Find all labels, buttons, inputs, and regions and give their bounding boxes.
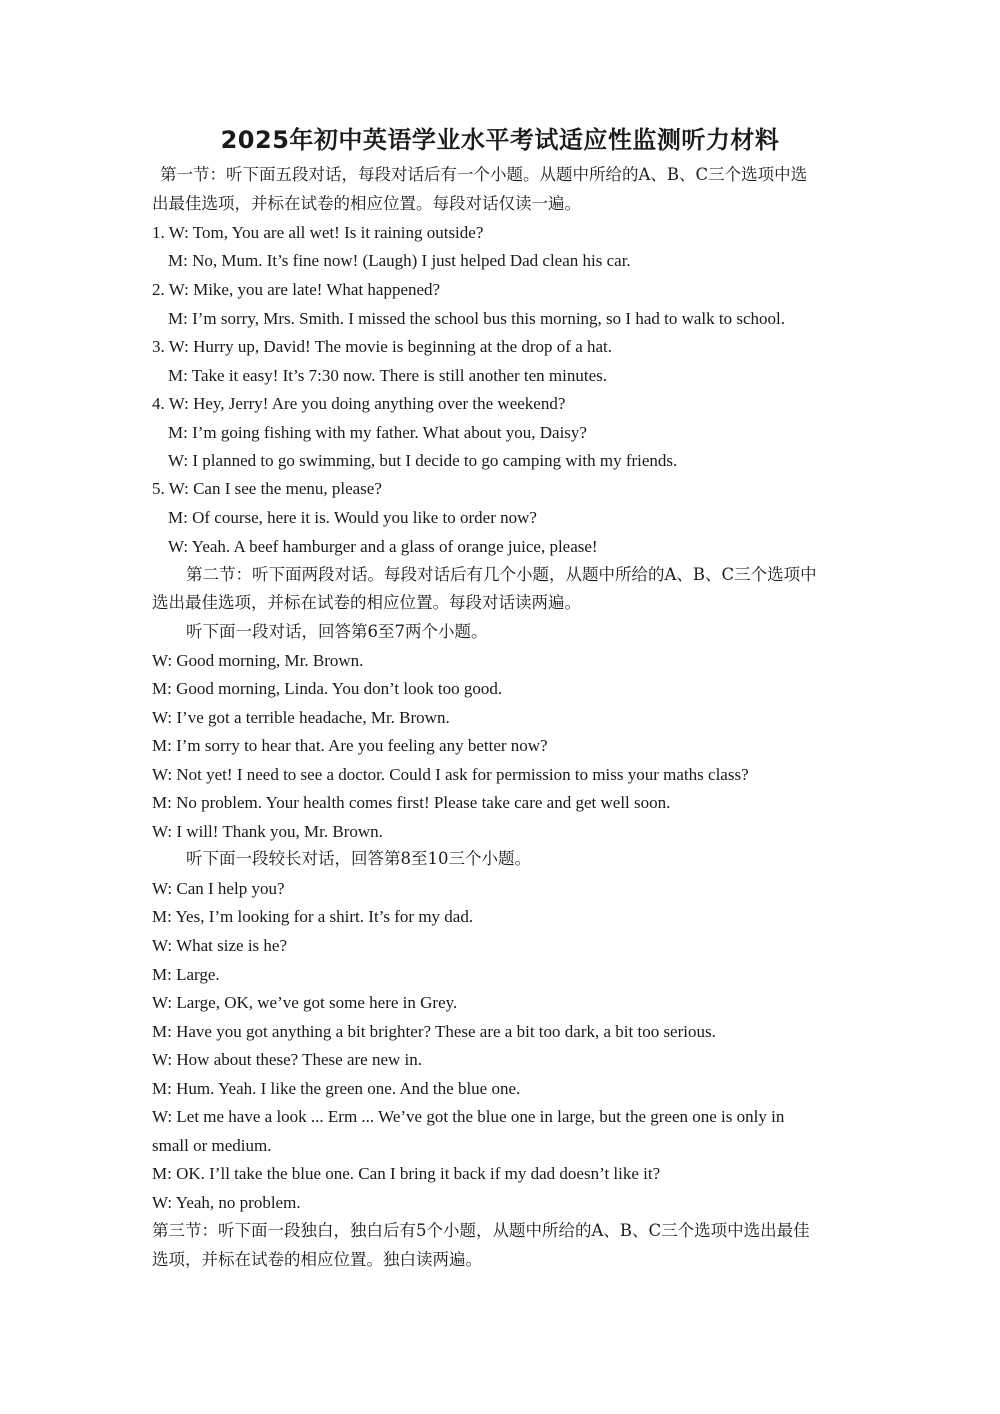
conv2-line: W: Yeah, no problem. — [152, 1193, 301, 1212]
conv1-line: W: Good morning, Mr. Brown. — [152, 651, 364, 670]
conv2-line: W: Large, OK, we’ve got some here in Grey. — [152, 993, 458, 1012]
conv2-line: small or medium. — [152, 1136, 272, 1155]
section3-heading-line1: 第三节：听下面一段独白，独白后有5个小题，从题中所给的A、B、C三个选项中选出最佳 — [152, 1221, 810, 1240]
conv2-line: W: How about these? These are new in. — [152, 1050, 423, 1069]
conversation2-intro: 听下面一段较长对话，回答第8至10三个小题。 — [186, 849, 531, 868]
conv1-line: M: I’m sorry to hear that. Are you feeling any better now? — [152, 736, 548, 755]
conv2-line: W: Let me have a look ... Erm ... We’ve got the blue one in large, but the green one is only in — [152, 1107, 785, 1126]
dialogue5-man: M: Of course, here it is. Would you like to order now? — [168, 508, 537, 527]
dialogue5-woman-reply: W: Yeah. A beef hamburger and a glass of orange juice, please! — [168, 537, 598, 556]
section3-heading-line2: 选项，并标在试卷的相应位置。独白读两遍。 — [152, 1250, 482, 1269]
dialogue1-woman: 1. W: Tom, You are all wet! Is it raining outside? — [152, 223, 484, 242]
conv2-line: M: Hum. Yeah. I like the green one. And the blue one. — [152, 1079, 521, 1098]
section2-heading-line1: 第二节：听下面两段对话。每段对话后有几个小题，从题中所给的A、B、C三个选项中 — [186, 565, 817, 584]
conv1-line: W: Not yet! I need to see a doctor. Could I ask for permission to miss your maths class? — [152, 765, 749, 784]
page-title: 2025年初中英语学业水平考试适应性监测听力材料 — [220, 126, 780, 154]
conv1-line: W: I will! Thank you, Mr. Brown. — [152, 822, 383, 841]
dialogue1-man: M: No, Mum. It’s fine now! (Laugh) I just helped Dad clean his car. — [168, 251, 631, 270]
conv1-line: M: No problem. Your health comes first! Please take care and get well soon. — [152, 793, 671, 812]
conv1-line: W: I’ve got a terrible headache, Mr. Brown. — [152, 708, 450, 727]
section1-heading-line1: 第一节：听下面五段对话，每段对话后有一个小题。从题中所给的A、B、C三个选项中选 — [160, 165, 808, 184]
dialogue4-woman: 4. W: Hey, Jerry! Are you doing anything over the weekend? — [152, 394, 566, 413]
dialogue4-woman-reply: W: I planned to go swimming, but I decide to go camping with my friends. — [168, 451, 678, 470]
section1-heading-line2: 出最佳选项，并标在试卷的相应位置。每段对话仅读一遍。 — [152, 194, 581, 213]
dialogue4-man: M: I’m going fishing with my father. What about you, Daisy? — [168, 423, 587, 442]
section2-heading-line2: 选出最佳选项，并标在试卷的相应位置。每段对话读两遍。 — [152, 593, 581, 612]
dialogue5-woman: 5. W: Can I see the menu, please? — [152, 479, 382, 498]
conv2-line: M: OK. I’ll take the blue one. Can I bring it back if my dad doesn’t like it? — [152, 1164, 661, 1183]
conv2-line: M: Have you got anything a bit brighter? These are a bit too dark, a bit too serious. — [152, 1022, 716, 1041]
conv2-line: W: What size is he? — [152, 936, 288, 955]
conv2-line: M: Large. — [152, 965, 220, 984]
dialogue2-woman: 2. W: Mike, you are late! What happened? — [152, 280, 441, 299]
conv2-line: W: Can I help you? — [152, 879, 285, 898]
conv2-line: M: Yes, I’m looking for a shirt. It’s for my dad. — [152, 907, 474, 926]
dialogue2-man: M: I’m sorry, Mrs. Smith. I missed the school bus this morning, so I had to walk to school. — [168, 309, 786, 328]
conv1-line: M: Good morning, Linda. You don’t look too good. — [152, 679, 503, 698]
dialogue3-man: M: Take it easy! It’s 7:30 now. There is still another ten minutes. — [168, 366, 608, 385]
conversation1-intro: 听下面一段对话，回答第6至7两个小题。 — [186, 622, 488, 641]
dialogue3-woman: 3. W: Hurry up, David! The movie is beginning at the drop of a hat. — [152, 337, 613, 356]
